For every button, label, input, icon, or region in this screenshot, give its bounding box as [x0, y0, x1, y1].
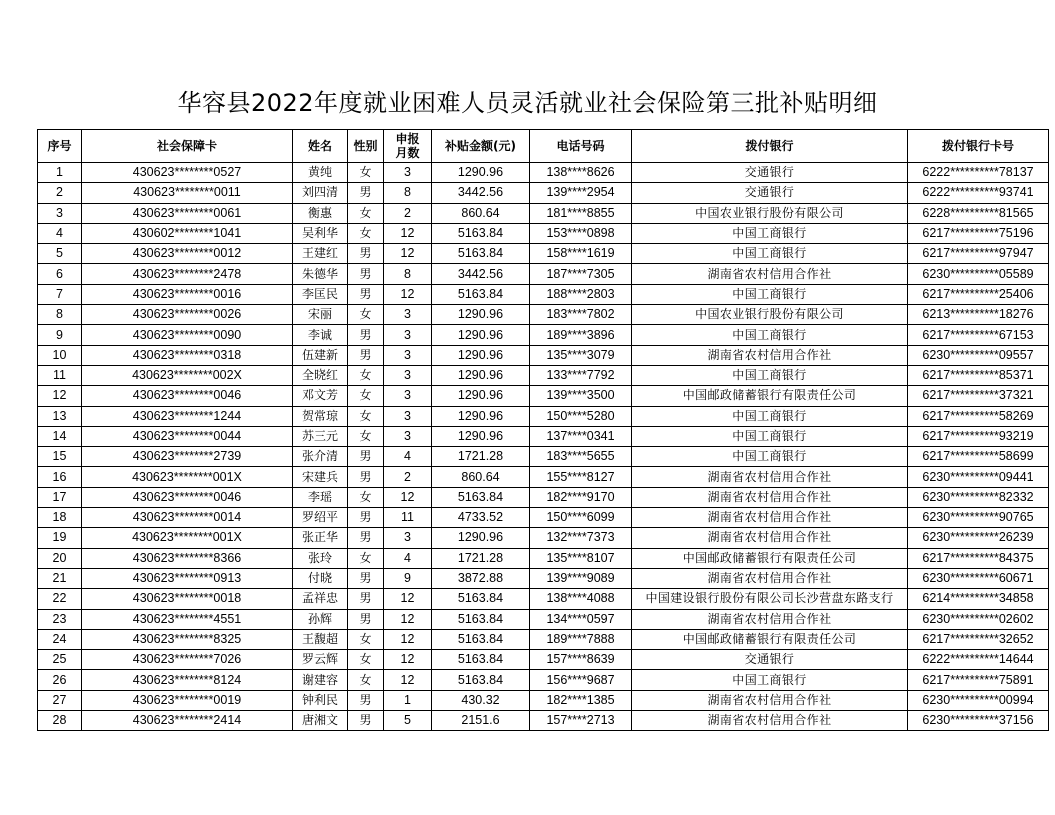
- bank-card-cell: 6230**********60671: [908, 568, 1049, 588]
- social-security-card-cell: 430623********0046: [82, 386, 293, 406]
- seq-cell: 8: [38, 305, 82, 325]
- amount-cell: 1290.96: [432, 365, 530, 385]
- bank-cell: 湖南省农村信用合作社: [632, 467, 908, 487]
- table-row: [38, 244, 1049, 264]
- seq-cell: 2: [38, 183, 82, 203]
- table-row: [38, 690, 1049, 710]
- name-cell: 张介清: [293, 447, 348, 467]
- amount-cell: 1290.96: [432, 325, 530, 345]
- gender-cell: 女: [348, 163, 384, 183]
- months-cell: 12: [384, 244, 432, 264]
- seq-cell: 15: [38, 447, 82, 467]
- bank-card-cell: 6222**********14644: [908, 650, 1049, 670]
- gender-cell: 女: [348, 223, 384, 243]
- bank-card-cell: 6222**********78137: [908, 163, 1049, 183]
- phone-cell: 139****3500: [530, 386, 632, 406]
- amount-cell: 3442.56: [432, 264, 530, 284]
- name-cell: 全晓红: [293, 365, 348, 385]
- bank-cell: 中国工商银行: [632, 670, 908, 690]
- bank-card-cell: 6228**********81565: [908, 203, 1049, 223]
- amount-cell: 1290.96: [432, 386, 530, 406]
- bank-card-cell: 6230**********05589: [908, 264, 1049, 284]
- table-row: [38, 223, 1049, 243]
- name-cell: 王馥超: [293, 629, 348, 649]
- bank-cell: 中国工商银行: [632, 426, 908, 446]
- bank-card-cell: 6213**********18276: [908, 305, 1049, 325]
- social-security-card-cell: 430623********0014: [82, 508, 293, 528]
- bank-cell: 湖南省农村信用合作社: [632, 508, 908, 528]
- table-row: [38, 589, 1049, 609]
- seq-cell: 1: [38, 163, 82, 183]
- months-cell: 3: [384, 345, 432, 365]
- table-row: [38, 386, 1049, 406]
- amount-cell: 1290.96: [432, 163, 530, 183]
- table-row: [38, 629, 1049, 649]
- gender-cell: 男: [348, 467, 384, 487]
- amount-cell: 1290.96: [432, 345, 530, 365]
- name-cell: 孙辉: [293, 609, 348, 629]
- seq-cell: 21: [38, 568, 82, 588]
- name-cell: 钟利民: [293, 690, 348, 710]
- social-security-card-cell: 430623********0913: [82, 568, 293, 588]
- gender-cell: 男: [348, 508, 384, 528]
- gender-cell: 男: [348, 284, 384, 304]
- gender-cell: 男: [348, 690, 384, 710]
- seq-cell: 24: [38, 629, 82, 649]
- name-cell: 谢建容: [293, 670, 348, 690]
- phone-cell: 133****7792: [530, 365, 632, 385]
- bank-cell: 中国邮政储蓄银行有限责任公司: [632, 548, 908, 568]
- phone-cell: 155****8127: [530, 467, 632, 487]
- phone-cell: 139****9089: [530, 568, 632, 588]
- gender-cell: 男: [348, 711, 384, 731]
- seq-cell: 27: [38, 690, 82, 710]
- bank-cell: 中国工商银行: [632, 365, 908, 385]
- social-security-card-cell: 430623********1244: [82, 406, 293, 426]
- table-row: [38, 284, 1049, 304]
- phone-cell: 150****6099: [530, 508, 632, 528]
- phone-cell: 138****4088: [530, 589, 632, 609]
- phone-cell: 150****5280: [530, 406, 632, 426]
- months-cell: 3: [384, 365, 432, 385]
- table-row: [38, 406, 1049, 426]
- amount-cell: 430.32: [432, 690, 530, 710]
- name-cell: 吴利华: [293, 223, 348, 243]
- phone-cell: 135****3079: [530, 345, 632, 365]
- bank-card-cell: 6217**********37321: [908, 386, 1049, 406]
- name-cell: 黄纯: [293, 163, 348, 183]
- header-bank: 拨付银行: [632, 130, 908, 163]
- social-security-card-cell: 430623********2478: [82, 264, 293, 284]
- seq-cell: 13: [38, 406, 82, 426]
- table-row: [38, 528, 1049, 548]
- table-row: [38, 568, 1049, 588]
- amount-cell: 5163.84: [432, 284, 530, 304]
- header-seq: 序号: [38, 130, 82, 163]
- amount-cell: 3442.56: [432, 183, 530, 203]
- social-security-card-cell: 430623********4551: [82, 609, 293, 629]
- bank-cell: 湖南省农村信用合作社: [632, 264, 908, 284]
- seq-cell: 22: [38, 589, 82, 609]
- seq-cell: 16: [38, 467, 82, 487]
- bank-cell: 中国建设银行股份有限公司长沙营盘东路支行: [632, 589, 908, 609]
- social-security-card-cell: 430623********0318: [82, 345, 293, 365]
- months-cell: 2: [384, 467, 432, 487]
- gender-cell: 女: [348, 386, 384, 406]
- amount-cell: 4733.52: [432, 508, 530, 528]
- phone-cell: 157****2713: [530, 711, 632, 731]
- bank-card-cell: 6230**********09557: [908, 345, 1049, 365]
- amount-cell: 1290.96: [432, 406, 530, 426]
- seq-cell: 17: [38, 487, 82, 507]
- months-cell: 4: [384, 447, 432, 467]
- header-gender: 性别: [348, 130, 384, 163]
- seq-cell: 4: [38, 223, 82, 243]
- seq-cell: 25: [38, 650, 82, 670]
- months-cell: 3: [384, 426, 432, 446]
- gender-cell: 女: [348, 487, 384, 507]
- table-row: [38, 264, 1049, 284]
- seq-cell: 18: [38, 508, 82, 528]
- bank-cell: 中国工商银行: [632, 223, 908, 243]
- bank-card-cell: 6217**********85371: [908, 365, 1049, 385]
- bank-card-cell: 6230**********09441: [908, 467, 1049, 487]
- name-cell: 邓文芳: [293, 386, 348, 406]
- social-security-card-cell: 430623********0527: [82, 163, 293, 183]
- name-cell: 张正华: [293, 528, 348, 548]
- months-cell: 3: [384, 528, 432, 548]
- header-months-line2: 月数: [395, 146, 420, 160]
- table-row: [38, 203, 1049, 223]
- phone-cell: 181****8855: [530, 203, 632, 223]
- seq-cell: 20: [38, 548, 82, 568]
- months-cell: 12: [384, 609, 432, 629]
- amount-cell: 1290.96: [432, 426, 530, 446]
- months-cell: 3: [384, 325, 432, 345]
- name-cell: 罗云辉: [293, 650, 348, 670]
- gender-cell: 男: [348, 183, 384, 203]
- amount-cell: 2151.6: [432, 711, 530, 731]
- amount-cell: 5163.84: [432, 223, 530, 243]
- bank-cell: 湖南省农村信用合作社: [632, 609, 908, 629]
- months-cell: 3: [384, 386, 432, 406]
- bank-cell: 交通银行: [632, 163, 908, 183]
- amount-cell: 860.64: [432, 467, 530, 487]
- bank-card-cell: 6217**********84375: [908, 548, 1049, 568]
- months-cell: 4: [384, 548, 432, 568]
- bank-card-cell: 6217**********58269: [908, 406, 1049, 426]
- table-row: [38, 163, 1049, 183]
- social-security-card-cell: 430623********0061: [82, 203, 293, 223]
- phone-cell: 157****8639: [530, 650, 632, 670]
- phone-cell: 135****8107: [530, 548, 632, 568]
- months-cell: 12: [384, 223, 432, 243]
- phone-cell: 139****2954: [530, 183, 632, 203]
- header-months: [384, 130, 432, 163]
- table-row: [38, 183, 1049, 203]
- amount-cell: 1290.96: [432, 305, 530, 325]
- months-cell: 12: [384, 670, 432, 690]
- gender-cell: 男: [348, 325, 384, 345]
- gender-cell: 女: [348, 305, 384, 325]
- social-security-card-cell: 430602********1041: [82, 223, 293, 243]
- social-security-card-cell: 430623********8366: [82, 548, 293, 568]
- table-row: [38, 467, 1049, 487]
- gender-cell: 男: [348, 568, 384, 588]
- bank-card-cell: 6222**********93741: [908, 183, 1049, 203]
- gender-cell: 女: [348, 670, 384, 690]
- phone-cell: 132****7373: [530, 528, 632, 548]
- months-cell: 12: [384, 650, 432, 670]
- name-cell: 王建红: [293, 244, 348, 264]
- months-cell: 9: [384, 568, 432, 588]
- name-cell: 付晓: [293, 568, 348, 588]
- bank-card-cell: 6217**********75196: [908, 223, 1049, 243]
- bank-card-cell: 6217**********93219: [908, 426, 1049, 446]
- bank-cell: 中国工商银行: [632, 325, 908, 345]
- social-security-card-cell: 430623********7026: [82, 650, 293, 670]
- table-row: [38, 487, 1049, 507]
- seq-cell: 23: [38, 609, 82, 629]
- social-security-card-cell: 430623********0016: [82, 284, 293, 304]
- social-security-card-cell: 430623********0046: [82, 487, 293, 507]
- amount-cell: 5163.84: [432, 244, 530, 264]
- social-security-card-cell: 430623********0044: [82, 426, 293, 446]
- bank-card-cell: 6217**********97947: [908, 244, 1049, 264]
- bank-card-cell: 6230**********82332: [908, 487, 1049, 507]
- amount-cell: 5163.84: [432, 650, 530, 670]
- phone-cell: 187****7305: [530, 264, 632, 284]
- bank-cell: 中国邮政储蓄银行有限责任公司: [632, 629, 908, 649]
- name-cell: 伍建新: [293, 345, 348, 365]
- amount-cell: 1721.28: [432, 548, 530, 568]
- seq-cell: 26: [38, 670, 82, 690]
- bank-cell: 湖南省农村信用合作社: [632, 345, 908, 365]
- bank-card-cell: 6217**********67153: [908, 325, 1049, 345]
- months-cell: 1: [384, 690, 432, 710]
- bank-cell: 湖南省农村信用合作社: [632, 528, 908, 548]
- phone-cell: 188****2803: [530, 284, 632, 304]
- phone-cell: 158****1619: [530, 244, 632, 264]
- months-cell: 3: [384, 305, 432, 325]
- seq-cell: 3: [38, 203, 82, 223]
- months-cell: 2: [384, 203, 432, 223]
- gender-cell: 男: [348, 609, 384, 629]
- amount-cell: 5163.84: [432, 670, 530, 690]
- seq-cell: 14: [38, 426, 82, 446]
- bank-cell: 交通银行: [632, 183, 908, 203]
- social-security-card-cell: 430623********8124: [82, 670, 293, 690]
- name-cell: 苏三元: [293, 426, 348, 446]
- gender-cell: 女: [348, 365, 384, 385]
- amount-cell: 5163.84: [432, 589, 530, 609]
- bank-card-cell: 6230**********26239: [908, 528, 1049, 548]
- social-security-card-cell: 430623********0012: [82, 244, 293, 264]
- months-cell: 12: [384, 589, 432, 609]
- header-social-security-card: 社会保障卡: [82, 130, 293, 163]
- gender-cell: 男: [348, 244, 384, 264]
- name-cell: 朱德华: [293, 264, 348, 284]
- social-security-card-cell: 430623********2739: [82, 447, 293, 467]
- phone-cell: 137****0341: [530, 426, 632, 446]
- table-row: [38, 670, 1049, 690]
- header-amount: 补贴金额(元): [432, 130, 530, 163]
- name-cell: 衡惠: [293, 203, 348, 223]
- name-cell: 宋丽: [293, 305, 348, 325]
- bank-cell: 中国工商银行: [632, 447, 908, 467]
- social-security-card-cell: 430623********8325: [82, 629, 293, 649]
- name-cell: 李瑶: [293, 487, 348, 507]
- name-cell: 唐湘文: [293, 711, 348, 731]
- bank-cell: 湖南省农村信用合作社: [632, 568, 908, 588]
- table-row: [38, 305, 1049, 325]
- amount-cell: 1721.28: [432, 447, 530, 467]
- gender-cell: 男: [348, 264, 384, 284]
- social-security-card-cell: 430623********001X: [82, 528, 293, 548]
- seq-cell: 11: [38, 365, 82, 385]
- seq-cell: 10: [38, 345, 82, 365]
- bank-card-cell: 6217**********75891: [908, 670, 1049, 690]
- phone-cell: 182****1385: [530, 690, 632, 710]
- phone-cell: 189****7888: [530, 629, 632, 649]
- months-cell: 5: [384, 711, 432, 731]
- social-security-card-cell: 430623********0090: [82, 325, 293, 345]
- header-months-line1: 申报: [395, 132, 420, 146]
- subsidy-table: [37, 129, 1049, 731]
- table-row: [38, 426, 1049, 446]
- seq-cell: 7: [38, 284, 82, 304]
- bank-card-cell: 6214**********34858: [908, 589, 1049, 609]
- phone-cell: 134****0597: [530, 609, 632, 629]
- bank-card-cell: 6217**********58699: [908, 447, 1049, 467]
- phone-cell: 189****3896: [530, 325, 632, 345]
- bank-card-cell: 6230**********02602: [908, 609, 1049, 629]
- bank-card-cell: 6230**********37156: [908, 711, 1049, 731]
- months-cell: 8: [384, 183, 432, 203]
- header-name: 姓名: [293, 130, 348, 163]
- bank-cell: 中国邮政储蓄银行有限责任公司: [632, 386, 908, 406]
- seq-cell: 19: [38, 528, 82, 548]
- table-body: [38, 163, 1049, 731]
- amount-cell: 5163.84: [432, 609, 530, 629]
- phone-cell: 183****5655: [530, 447, 632, 467]
- amount-cell: 3872.88: [432, 568, 530, 588]
- phone-cell: 183****7802: [530, 305, 632, 325]
- bank-cell: 湖南省农村信用合作社: [632, 487, 908, 507]
- amount-cell: 1290.96: [432, 528, 530, 548]
- seq-cell: 12: [38, 386, 82, 406]
- bank-cell: 中国工商银行: [632, 284, 908, 304]
- bank-card-cell: 6230**********00994: [908, 690, 1049, 710]
- months-cell: 3: [384, 406, 432, 426]
- bank-cell: 中国工商银行: [632, 244, 908, 264]
- months-cell: 12: [384, 629, 432, 649]
- gender-cell: 女: [348, 406, 384, 426]
- phone-cell: 153****0898: [530, 223, 632, 243]
- social-security-card-cell: 430623********0019: [82, 690, 293, 710]
- name-cell: 罗绍平: [293, 508, 348, 528]
- page-title: 华容县2022年度就业困难人员灵活就业社会保险第三批补贴明细: [177, 89, 878, 117]
- social-security-card-cell: 430623********2414: [82, 711, 293, 731]
- table-row: [38, 447, 1049, 467]
- gender-cell: 女: [348, 548, 384, 568]
- name-cell: 刘四清: [293, 183, 348, 203]
- social-security-card-cell: 430623********001X: [82, 467, 293, 487]
- social-security-card-cell: 430623********002X: [82, 365, 293, 385]
- bank-cell: 中国工商银行: [632, 406, 908, 426]
- table-row: [38, 711, 1049, 731]
- table-row: [38, 548, 1049, 568]
- table-row: [38, 345, 1049, 365]
- amount-cell: 5163.84: [432, 629, 530, 649]
- gender-cell: 男: [348, 447, 384, 467]
- name-cell: 张玲: [293, 548, 348, 568]
- amount-cell: 5163.84: [432, 487, 530, 507]
- header-phone: 电话号码: [530, 130, 632, 163]
- social-security-card-cell: 430623********0026: [82, 305, 293, 325]
- name-cell: 宋建兵: [293, 467, 348, 487]
- seq-cell: 28: [38, 711, 82, 731]
- gender-cell: 男: [348, 528, 384, 548]
- seq-cell: 6: [38, 264, 82, 284]
- amount-cell: 860.64: [432, 203, 530, 223]
- phone-cell: 156****9687: [530, 670, 632, 690]
- table-row: [38, 365, 1049, 385]
- header-bank-card: 拨付银行卡号: [908, 130, 1049, 163]
- name-cell: 贺常琼: [293, 406, 348, 426]
- bank-cell: 湖南省农村信用合作社: [632, 711, 908, 731]
- bank-card-cell: 6217**********32652: [908, 629, 1049, 649]
- name-cell: 李诚: [293, 325, 348, 345]
- social-security-card-cell: 430623********0011: [82, 183, 293, 203]
- table-row: [38, 609, 1049, 629]
- bank-cell: 中国农业银行股份有限公司: [632, 203, 908, 223]
- bank-cell: 中国农业银行股份有限公司: [632, 305, 908, 325]
- seq-cell: 5: [38, 244, 82, 264]
- phone-cell: 138****8626: [530, 163, 632, 183]
- bank-card-cell: 6230**********90765: [908, 508, 1049, 528]
- gender-cell: 男: [348, 345, 384, 365]
- gender-cell: 女: [348, 650, 384, 670]
- months-cell: 12: [384, 487, 432, 507]
- table-header-row: [38, 130, 1049, 163]
- name-cell: 孟祥忠: [293, 589, 348, 609]
- gender-cell: 男: [348, 589, 384, 609]
- months-cell: 11: [384, 508, 432, 528]
- table-row: [38, 508, 1049, 528]
- bank-cell: 湖南省农村信用合作社: [632, 690, 908, 710]
- months-cell: 3: [384, 163, 432, 183]
- social-security-card-cell: 430623********0018: [82, 589, 293, 609]
- gender-cell: 女: [348, 203, 384, 223]
- bank-cell: 交通银行: [632, 650, 908, 670]
- months-cell: 8: [384, 264, 432, 284]
- bank-card-cell: 6217**********25406: [908, 284, 1049, 304]
- gender-cell: 女: [348, 629, 384, 649]
- phone-cell: 182****9170: [530, 487, 632, 507]
- table-row: [38, 325, 1049, 345]
- months-cell: 12: [384, 284, 432, 304]
- table-row: [38, 650, 1049, 670]
- name-cell: 李匡民: [293, 284, 348, 304]
- gender-cell: 女: [348, 426, 384, 446]
- seq-cell: 9: [38, 325, 82, 345]
